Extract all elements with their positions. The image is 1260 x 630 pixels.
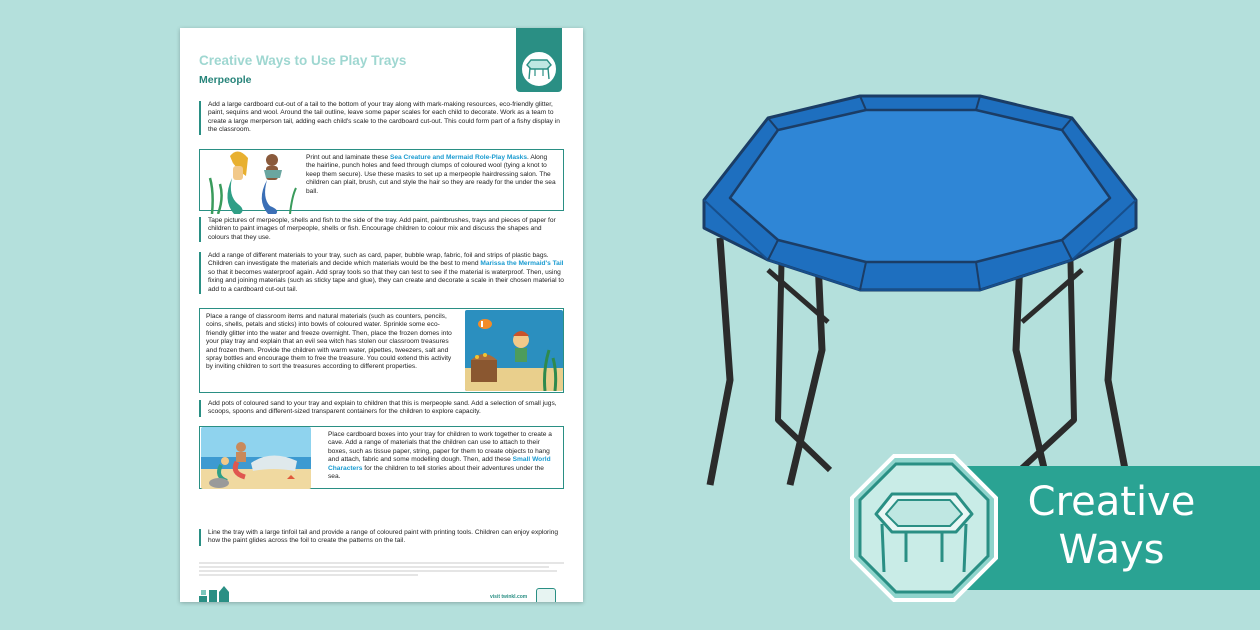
tray-badge-icon	[520, 50, 558, 88]
paragraph-text: Print out and laminate these Sea Creature and Mermaid Role-Play Masks. Along the hairline, punch holes and feed through clumps of coloured wool (tying a knot to keep them secure). Use these masks to set up a merpeople hairdressing salon. The children can plait, brush, cut and style the hair so they are ready for the under the sea ball.	[306, 154, 556, 195]
small-world-link[interactable]: Small World Characters	[328, 456, 551, 472]
paragraph-text: Place a range of classroom items and natural materials (such as counters, pencils, coins, shells, petals and sticks) into bowls of coloured water. Sprinkle some eco-friendly glitter into the water and freeze overnight. Then, place the frozen domes into your play tray and explain that an evil sea witch has stolen our classroom treasures and frozen them. Provide the children with warm water, pipettes, tweezers, salt and spray bottles and encourage them to free the treasure. You could extend this activity by inviting children to sort the treasures according to different properties.	[206, 313, 452, 371]
paragraph-text: Line the tray with a large tinfoil tail and provide a range of coloured paint with printing tools. Children can enjoy exploring how the paint glides across the foil to create the patterns on the tail.	[208, 529, 559, 545]
paragraph-text: Add a large cardboard cut-out of a tail to the bottom of your tray along with mark-making resources, eco-friendly glitter, paint, sequins and wool. Around the tail outline, leave some paper scales for each child to decorate. Work as a team to create a large merperson tail, adding each child's scale to the cardboard cut-out. This could form part of a fishy display in the classroom.	[208, 101, 560, 134]
page-subtitle: Merpeople	[199, 74, 252, 86]
twinkl-seal	[536, 588, 556, 602]
label-line-2: Ways	[1058, 527, 1165, 573]
paragraph-text: Tape pictures of merpeople, shells and fish to the side of the tray. Add paint, paintbrushes, trays and pieces of paper for children to paint images of merpeople, shells or fish. Encourage children to colour mix and discuss the shapes and colours that they use.	[208, 217, 556, 241]
page-title: Creative Ways to Use Play Trays	[199, 53, 407, 68]
paragraph-text: Place cardboard boxes into your tray for children to work together to create a cave. Add a range of materials that the children can use to attach to their boxes, such as tissue paper, string, paper for them to create objects to hang and attach, fabric and some modelling dough. Then, add these Small World Characters for the children to tell stories about their adventures under the sea.	[328, 431, 552, 481]
activity-waterproof-tail	[199, 252, 564, 294]
disclaimer-text	[199, 562, 564, 576]
masks-link[interactable]: Sea Creature and Mermaid Role-Play Masks	[389, 154, 528, 161]
mermaids-illustration	[204, 148, 302, 214]
label-line-1: Creative	[1027, 479, 1196, 525]
twinkl-logo	[199, 584, 229, 602]
marissa-link[interactable]: Marissa the Mermaid's Tail	[480, 260, 564, 268]
page-tab	[516, 28, 562, 92]
activity-tail-decorating	[199, 101, 564, 135]
treasure-illustration	[465, 310, 563, 391]
activity-tinfoil-tail	[199, 529, 564, 546]
activity-painting	[199, 217, 564, 242]
worksheet-page	[180, 28, 583, 602]
footer-url[interactable]: visit twinkl.com	[490, 594, 528, 600]
activity-merpeople-sand	[199, 400, 564, 417]
beach-illustration	[201, 427, 311, 489]
paragraph-text: Add pots of coloured sand to your tray and explain to children that this is merpeople sand. Add a selection of small jugs, scoops, spoons and different-sized transparent containers for the children to explore capacity.	[208, 400, 557, 416]
creative-ways-label	[1003, 478, 1220, 574]
paragraph-text: Add a range of different materials to your tray, such as card, paper, bubble wrap, fabric, foil and strips of plastic bags. Children can investigate the materials and decide which materials would be the best to mend Marissa the Mermaid's Tail so that it becomes waterproof again. Add spray tools so that they can test to see if the material is waterproof. Then, using fixing and joining materials (such as sticky tape and glue), they can create and decorate a scale in their chosen material to add to a cardboard cut-out tail.	[208, 252, 564, 293]
tray-badge-icon	[848, 452, 1000, 609]
play-tray-icon	[690, 90, 1150, 495]
